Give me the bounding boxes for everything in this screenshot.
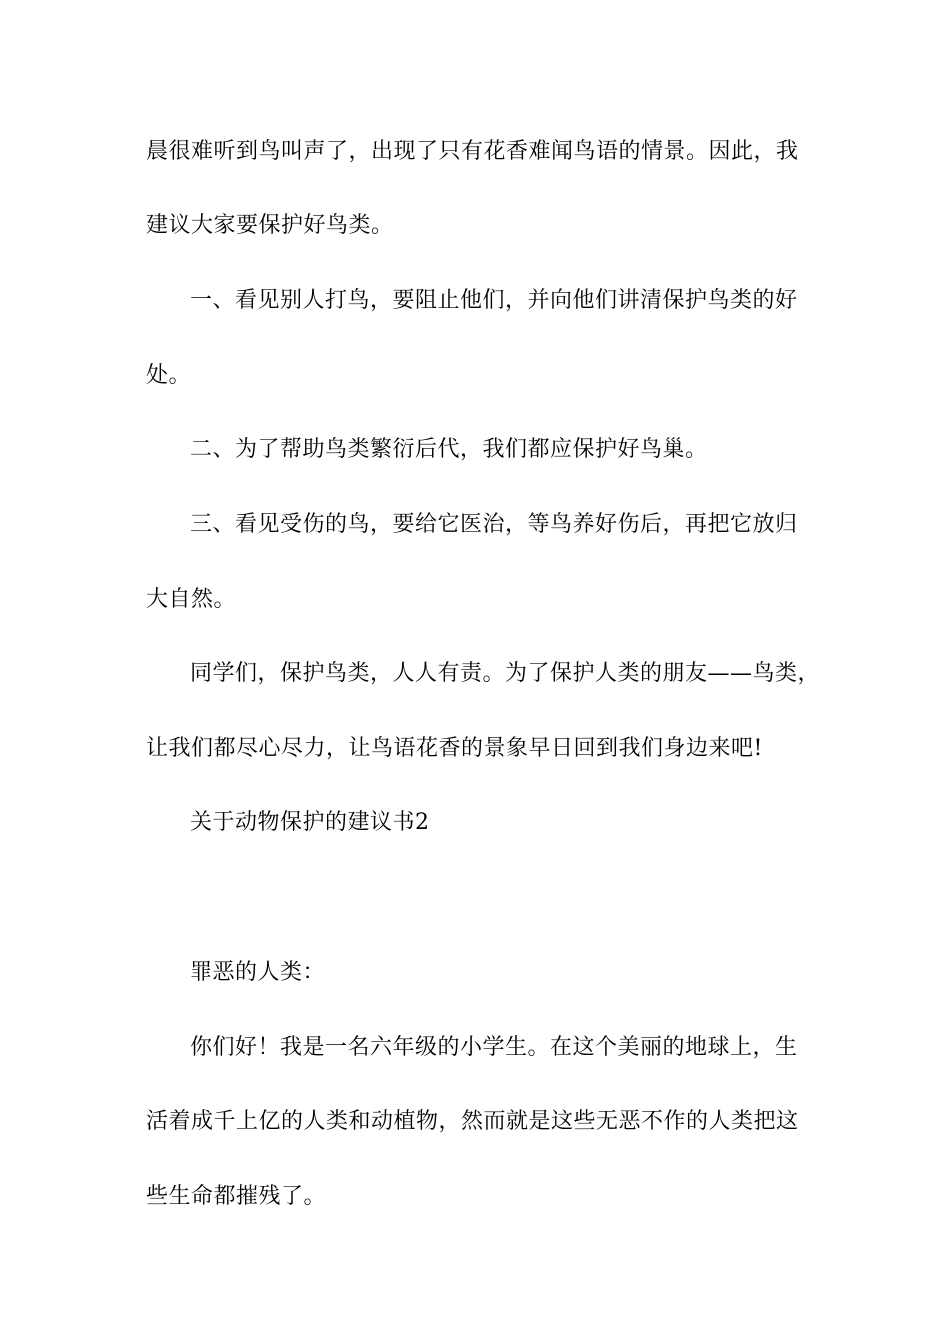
paragraph-line: 让我们都尽心尽力，让鸟语花香的景象早日回到我们身边来吧! [146, 736, 763, 761]
paragraph-line: 同学们，保护鸟类，人人有责。为了保护人类的朋友——鸟类， [190, 661, 821, 686]
paragraph-line: 处。 [146, 363, 192, 388]
paragraph-line: 二、为了帮助鸟类繁衍后代，我们都应保护好鸟巢。 [190, 437, 708, 462]
paragraph-line: 建议大家要保护好鸟类。 [146, 213, 394, 238]
paragraph-line: 大自然。 [146, 587, 237, 612]
section-heading: 关于动物保护的建议书2 [190, 810, 430, 835]
paragraph-line: 些生命都摧残了。 [146, 1184, 327, 1209]
paragraph-line: 三、看见受伤的鸟，要给它医治，等鸟养好伤后，再把它放归 [190, 512, 798, 537]
paragraph-line: 你们好！我是一名六年级的小学生。在这个美丽的地球上，生 [190, 1035, 798, 1060]
paragraph-line: 一、看见别人打鸟，要阻止他们，并向他们讲清保护鸟类的好 [190, 288, 798, 313]
salutation-line: 罪恶的人类： [190, 960, 326, 985]
paragraph-line: 活着成千上亿的人类和动植物，然而就是这些无恶不作的人类把这 [146, 1109, 799, 1134]
paragraph-line: 晨很难听到鸟叫声了，出现了只有花香难闻鸟语的情景。因此，我 [146, 139, 799, 164]
